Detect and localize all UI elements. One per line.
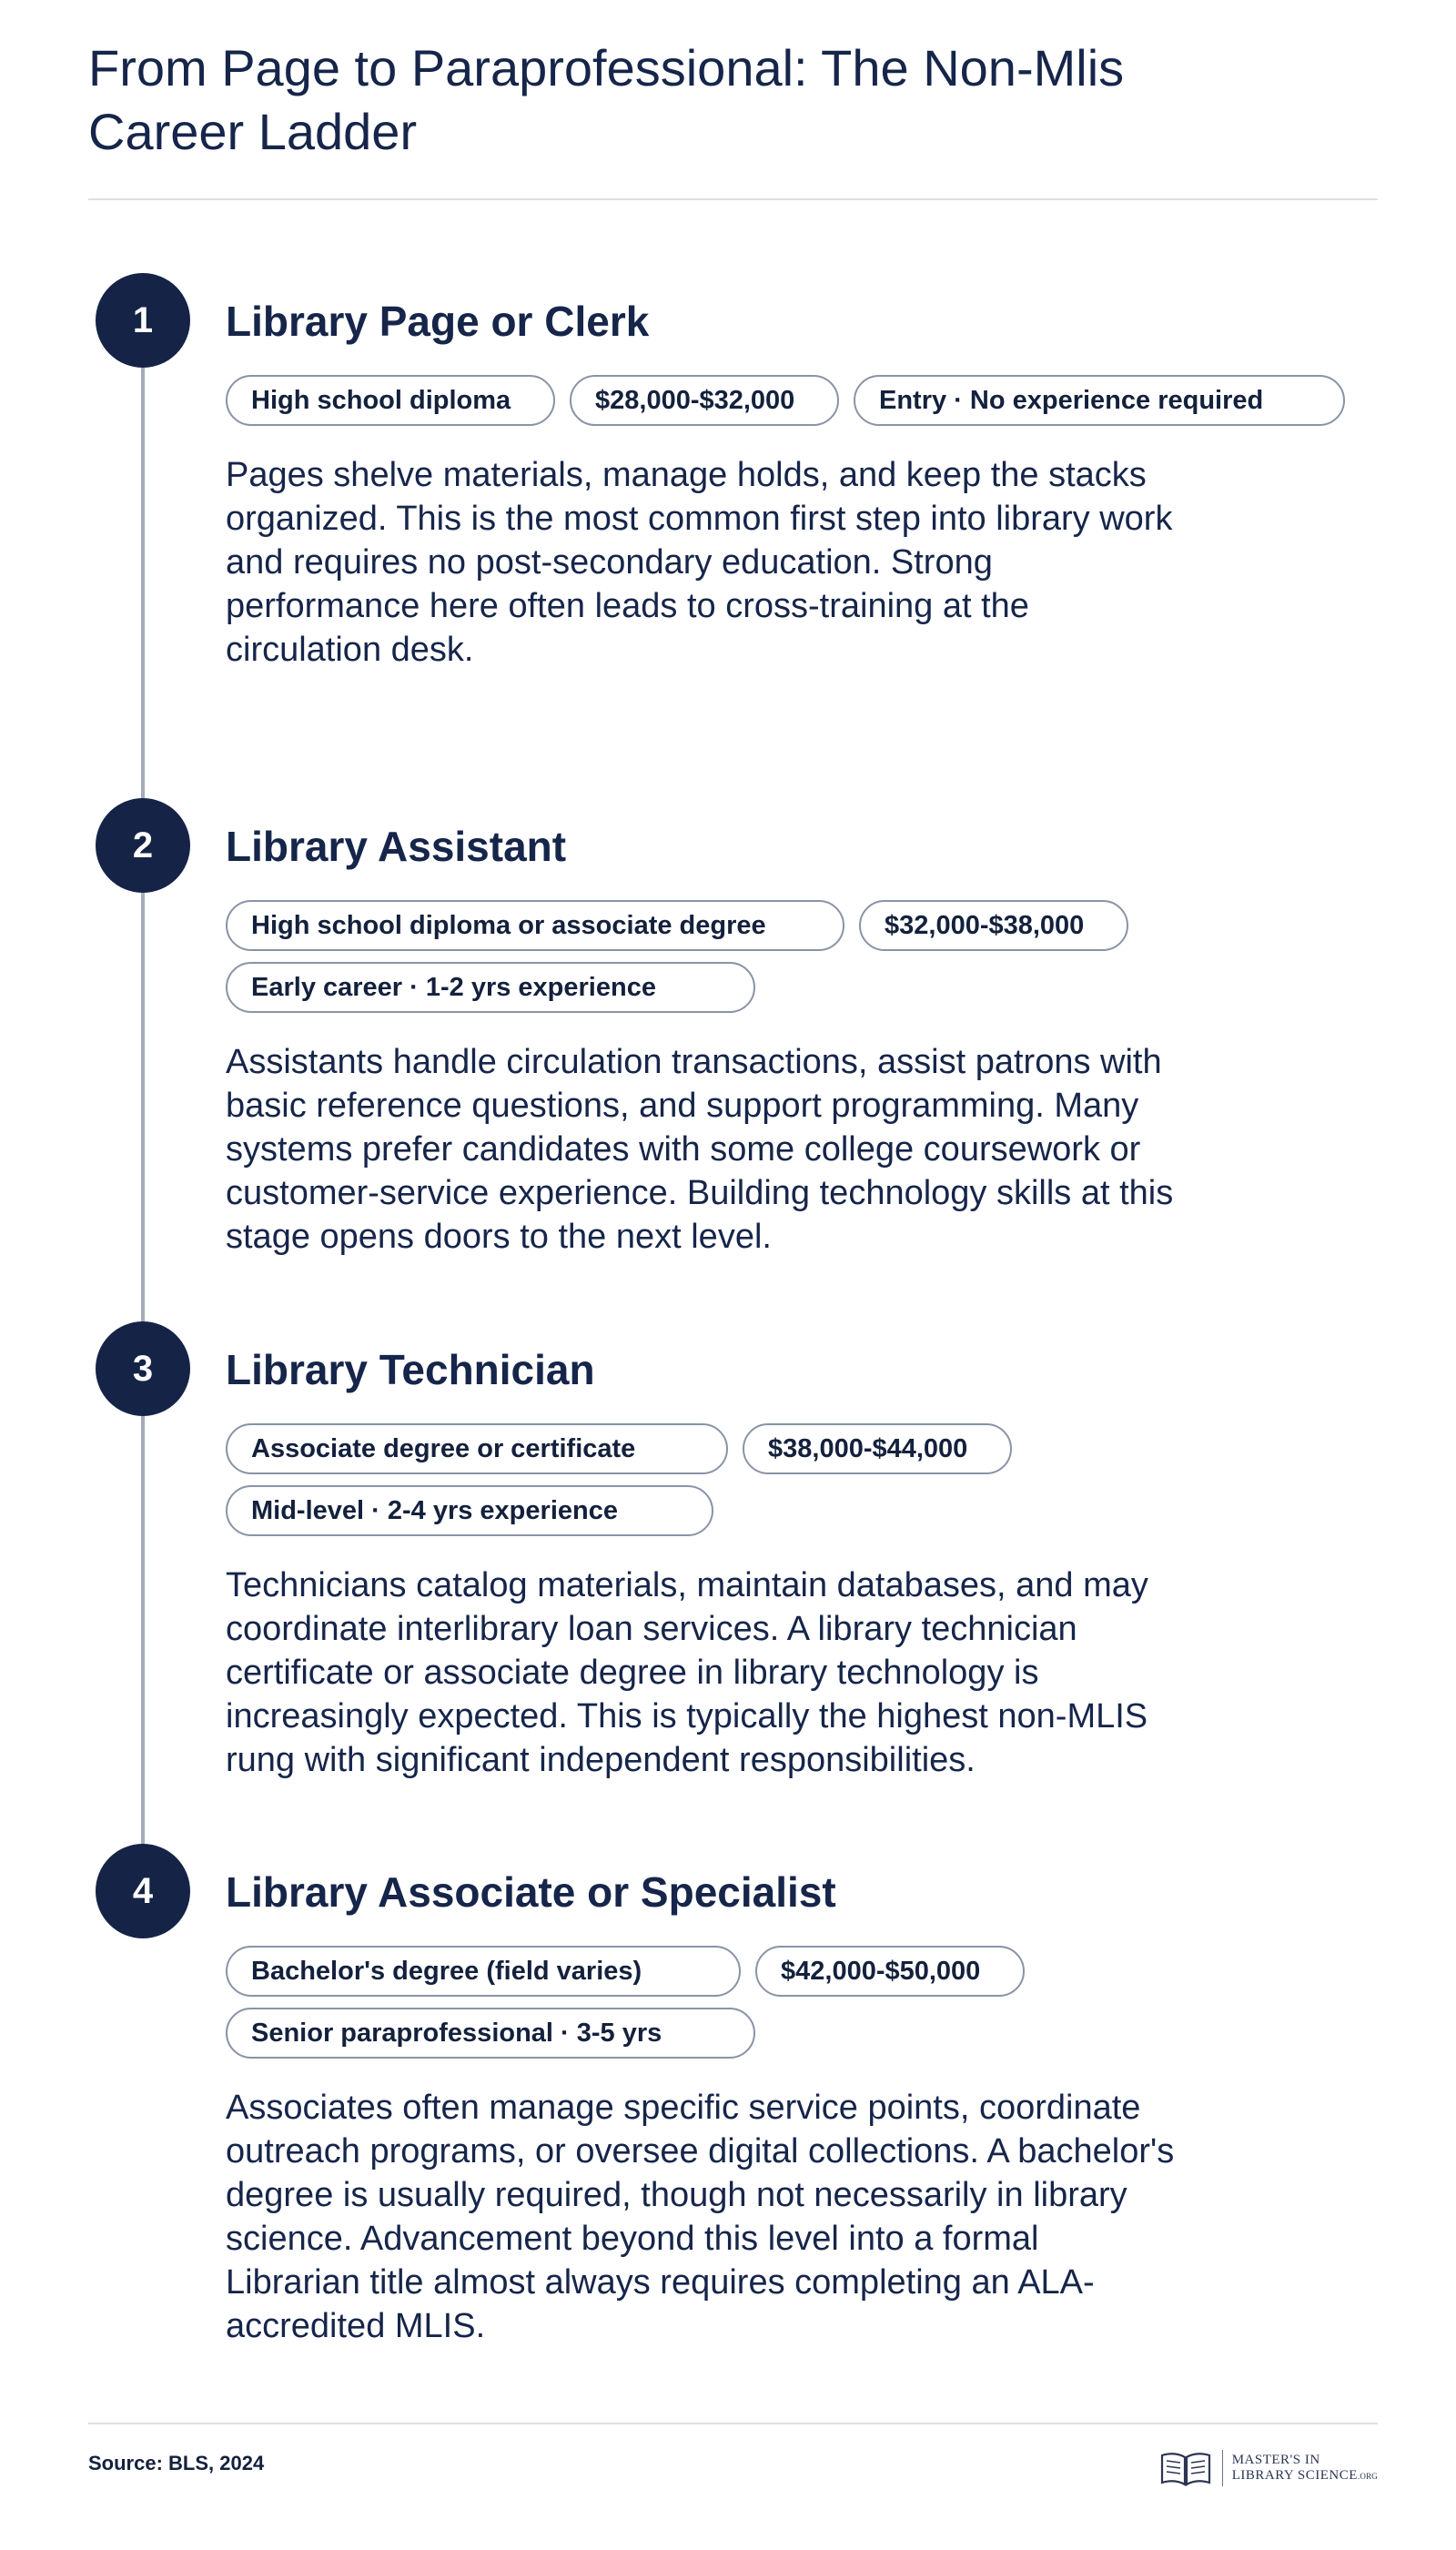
site-logo <box>1158 2448 1378 2488</box>
step-description: Pages shelve materials, manage holds, and keep the stacks organized. This is the most common first step into library work and requires no post-secondary education. Strong performance here often leads to cross-training at the circulation desk. <box>226 456 1173 669</box>
experience-tag: Entry · No experience required <box>854 375 1345 426</box>
experience-tag: Senior paraprofessional · 3-5 yrs <box>226 2008 755 2059</box>
step-tags <box>226 900 1363 1024</box>
tag-row <box>226 2008 1363 2059</box>
page-title: From Page to Paraprofessional: The Non-Mlis Career Ladder <box>88 39 1125 160</box>
salary-tag: $42,000-$50,000 <box>755 1946 1025 1997</box>
timeline-line <box>141 320 145 1891</box>
salary-tag: $38,000-$44,000 <box>743 1423 1012 1474</box>
step-description: Assistants handle circulation transactions, assist patrons with basic reference questions, and support programming. Many systems prefer candidates with some college coursework or customer-service experience. Building technology skills at this stage opens doors to the next level. <box>226 1043 1174 1256</box>
education-tag: High school diploma <box>226 375 555 426</box>
tag-row <box>226 375 1363 426</box>
education-tag: High school diploma or associate degree <box>226 900 844 951</box>
salary-tag: $28,000-$32,000 <box>570 375 839 426</box>
step-title: Library Associate or Specialist <box>226 1868 836 1916</box>
title-divider <box>88 198 1378 200</box>
step-tags <box>226 375 1363 437</box>
step-number-badge: 4 <box>96 1844 190 1938</box>
step-tags <box>226 1946 1363 2069</box>
step-number-badge: 2 <box>96 798 190 893</box>
tag-row <box>226 962 1363 1013</box>
logo-wordmark <box>1232 2453 1378 2484</box>
footer-divider <box>88 2423 1378 2424</box>
step-description: Associates often manage specific service points, coordinate outreach programs, or oversee digital collections. A bachelor's degree is usually required, though not necessarily in library science. Advancement beyond this level into a formal Librarian title almost always requires completing an ALA-accredited MLIS. <box>226 2089 1175 2345</box>
step-number-badge: 1 <box>96 273 190 368</box>
experience-tag: Mid-level · 2-4 yrs experience <box>226 1485 713 1536</box>
source-note: Source: BLS, 2024 <box>88 2452 265 2474</box>
step-description: Technicians catalog materials, maintain databases, and may coordinate interlibrary loan services. A library technician certificate or associate degree in library technology is increasingly expected. This is typically the highest non-MLIS rung with significant independent responsibilities. <box>226 1566 1148 1779</box>
education-tag: Associate degree or certificate <box>226 1423 728 1474</box>
logo-line-2-text: LIBRARY SCIENCE <box>1231 2467 1358 2483</box>
open-book-icon <box>1158 2448 1213 2488</box>
logo-divider <box>1222 2450 1223 2486</box>
salary-tag: $32,000-$38,000 <box>859 900 1128 951</box>
step-tags <box>226 1423 1363 1547</box>
step-title: Library Page or Clerk <box>226 298 650 345</box>
tag-row <box>226 1485 1363 1536</box>
experience-tag: Early career · 1-2 yrs experience <box>226 962 755 1013</box>
tag-row <box>226 1423 1363 1474</box>
tag-row <box>226 900 1363 951</box>
step-title: Library Assistant <box>226 823 567 870</box>
logo-line-2 <box>1232 2468 1378 2484</box>
education-tag: Bachelor's degree (field varies) <box>226 1946 741 1997</box>
step-title: Library Technician <box>226 1346 595 1393</box>
step-number-badge: 3 <box>96 1321 190 1416</box>
logo-line-1: MASTER'S IN <box>1231 2452 1320 2467</box>
logo-suffix: .ORG <box>1357 2471 1378 2481</box>
tag-row <box>226 1946 1363 1997</box>
